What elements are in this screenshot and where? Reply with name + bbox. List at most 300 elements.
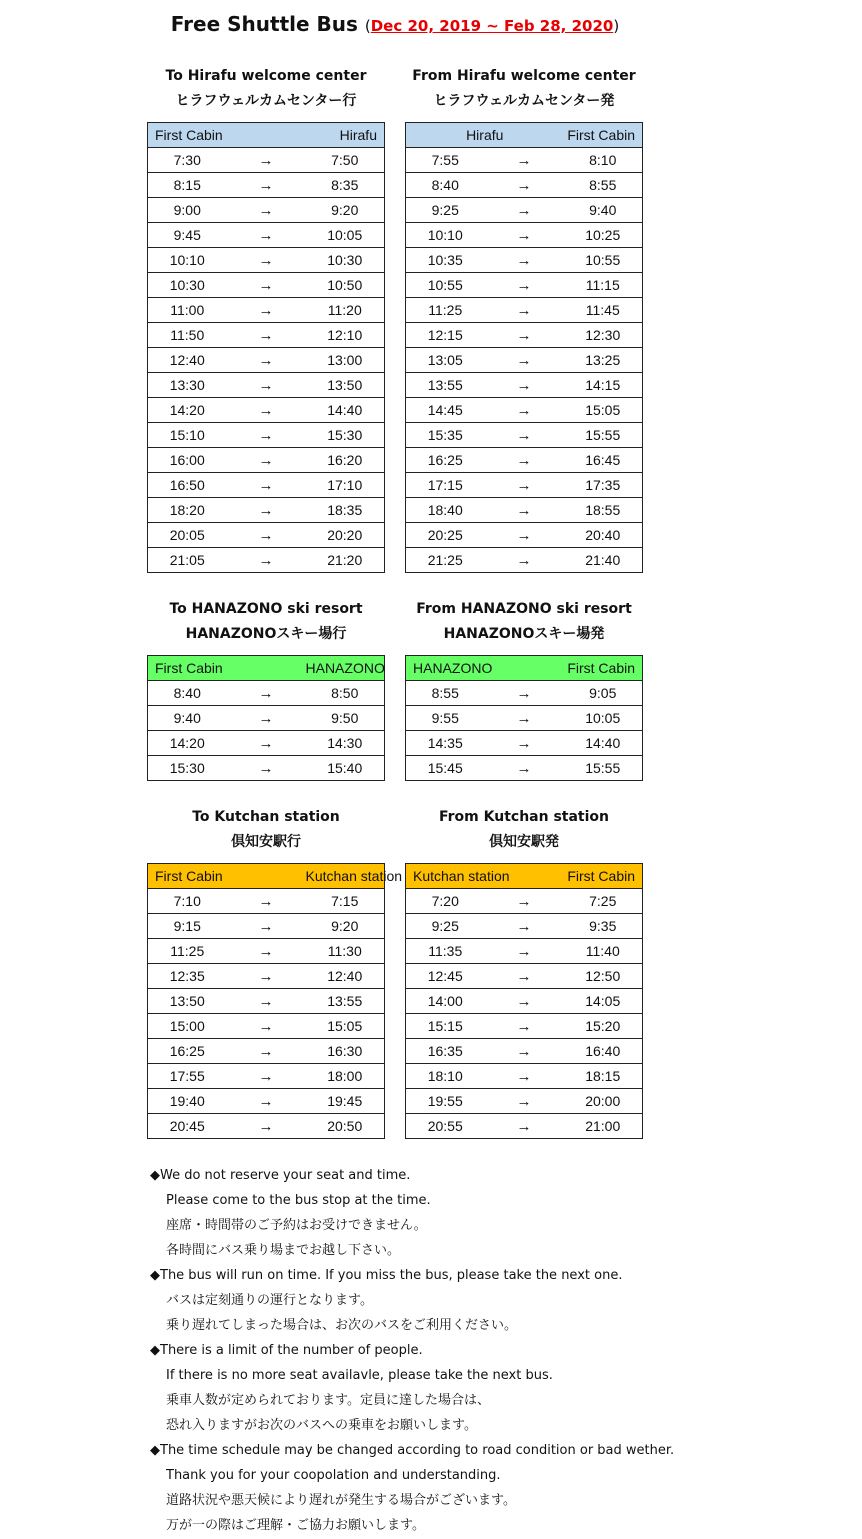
departure-time: 13:30	[148, 373, 227, 398]
departure-time: 14:20	[148, 398, 227, 423]
arrow-icon: →	[227, 323, 306, 348]
hirafu-from-timetable	[405, 122, 643, 573]
arrival-time: 16:40	[564, 1039, 643, 1064]
arrival-time: 15:20	[564, 1014, 643, 1039]
table-row	[406, 348, 643, 373]
departure-time: 16:25	[406, 448, 485, 473]
table-header-row	[148, 123, 385, 148]
departure-time: 13:50	[148, 989, 227, 1014]
arrival-time: 19:45	[306, 1089, 385, 1114]
departure-time: 21:05	[148, 548, 227, 573]
column-header-arrival: Hirafu	[306, 123, 385, 148]
arrival-time: 21:00	[564, 1114, 643, 1139]
arrival-time: 16:30	[306, 1039, 385, 1064]
departure-time: 12:15	[406, 323, 485, 348]
table-row	[406, 914, 643, 939]
note-line	[150, 1188, 800, 1213]
arrow-icon: →	[485, 756, 564, 781]
note-line	[150, 1438, 800, 1463]
hirafu-to-timetable	[147, 122, 385, 573]
arrow-icon: →	[227, 148, 306, 173]
arrow-icon: →	[227, 348, 306, 373]
arrow-icon: →	[485, 223, 564, 248]
departure-time: 15:30	[148, 756, 227, 781]
column-header-arrival: First Cabin	[564, 123, 643, 148]
arrow-icon: →	[485, 473, 564, 498]
column-header-departure: First Cabin	[148, 123, 306, 148]
table-row	[406, 964, 643, 989]
table-row	[406, 298, 643, 323]
departure-time: 11:25	[406, 298, 485, 323]
table-row	[148, 756, 385, 781]
departure-time: 7:55	[406, 148, 485, 173]
arrival-time: 12:10	[306, 323, 385, 348]
note-text: The bus will run on time. If you miss the bus, please take the next one.	[160, 1268, 623, 1283]
arrival-time: 15:30	[306, 423, 385, 448]
arrow-icon: →	[485, 448, 564, 473]
title-period: (Dec 20, 2019 ~ Feb 28, 2020)	[364, 17, 620, 35]
column-header-arrival: First Cabin	[564, 656, 643, 681]
arrival-time: 9:05	[564, 681, 643, 706]
departure-time: 7:20	[406, 889, 485, 914]
table-row	[148, 373, 385, 398]
hanazono-to-heading	[147, 597, 385, 647]
arrow-icon: →	[227, 448, 306, 473]
arrow-icon: →	[227, 989, 306, 1014]
heading-ja: HANAZONOスキー場発	[443, 626, 605, 642]
arrow-icon: →	[227, 398, 306, 423]
note-line	[150, 1488, 800, 1513]
table-row	[148, 989, 385, 1014]
table-row	[148, 1064, 385, 1089]
arrow-icon: →	[485, 681, 564, 706]
arrow-icon: →	[485, 373, 564, 398]
arrival-time: 7:25	[564, 889, 643, 914]
table-row	[406, 448, 643, 473]
arrow-icon: →	[227, 731, 306, 756]
table-header-row	[148, 656, 385, 681]
arrow-icon: →	[227, 1064, 306, 1089]
table-row	[406, 889, 643, 914]
arrow-icon: →	[485, 298, 564, 323]
arrival-time: 7:15	[306, 889, 385, 914]
departure-time: 16:00	[148, 448, 227, 473]
kutchan-from-timetable	[405, 863, 643, 1139]
heading-ja: 倶知安駅行	[231, 834, 301, 850]
arrow-icon: →	[227, 1039, 306, 1064]
note-line	[150, 1363, 800, 1388]
arrival-time: 10:50	[306, 273, 385, 298]
departure-time: 15:00	[148, 1014, 227, 1039]
arrow-icon: →	[227, 423, 306, 448]
arrow-icon: →	[227, 1014, 306, 1039]
table-row	[148, 731, 385, 756]
table-row	[406, 1039, 643, 1064]
departure-time: 7:30	[148, 148, 227, 173]
table-row	[406, 223, 643, 248]
table-header-row	[148, 864, 385, 889]
note-text: 乗車人数が定められております。定員に達した場合は、	[166, 1393, 490, 1408]
note-line	[150, 1513, 800, 1538]
arrow-icon: →	[227, 1089, 306, 1114]
table-row	[148, 1089, 385, 1114]
departure-time: 9:40	[148, 706, 227, 731]
table-row	[406, 1114, 643, 1139]
hanazono-from-heading	[405, 597, 643, 647]
arrival-time: 10:25	[564, 223, 643, 248]
departure-time: 10:35	[406, 248, 485, 273]
arrow-icon: →	[485, 523, 564, 548]
table-row	[148, 248, 385, 273]
arrow-icon: →	[485, 1089, 564, 1114]
arrow-icon: →	[485, 964, 564, 989]
arrival-time: 13:00	[306, 348, 385, 373]
note-line	[150, 1263, 800, 1288]
diamond-bullet-icon: ◆	[150, 1443, 160, 1458]
arrow-icon: →	[227, 273, 306, 298]
departure-time: 18:40	[406, 498, 485, 523]
note-line	[150, 1463, 800, 1488]
departure-time: 8:15	[148, 173, 227, 198]
heading-ja: 倶知安駅発	[489, 834, 559, 850]
table-row	[406, 989, 643, 1014]
arrival-time: 10:55	[564, 248, 643, 273]
table-row	[406, 939, 643, 964]
table-row	[148, 548, 385, 573]
page-title	[0, 12, 790, 36]
departure-time: 12:35	[148, 964, 227, 989]
table-row	[148, 223, 385, 248]
arrow-icon: →	[485, 731, 564, 756]
departure-time: 9:25	[406, 198, 485, 223]
arrow-icon: →	[485, 273, 564, 298]
departure-time: 14:45	[406, 398, 485, 423]
table-row	[148, 473, 385, 498]
arrival-time: 9:40	[564, 198, 643, 223]
table-row	[406, 548, 643, 573]
heading-en: From Kutchan station	[438, 809, 610, 825]
table-header-row	[406, 864, 643, 889]
column-header-departure: HANAZONO	[406, 656, 564, 681]
arrow-icon: →	[485, 398, 564, 423]
departure-time: 9:25	[406, 914, 485, 939]
note-text: We do not reserve your seat and time.	[160, 1168, 411, 1183]
hirafu-to-heading	[147, 64, 385, 114]
arrow-icon: →	[227, 298, 306, 323]
departure-time: 21:25	[406, 548, 485, 573]
departure-time: 13:05	[406, 348, 485, 373]
arrival-time: 10:05	[564, 706, 643, 731]
note-block	[150, 1163, 800, 1263]
diamond-bullet-icon: ◆	[150, 1168, 160, 1183]
arrow-icon: →	[227, 498, 306, 523]
arrival-time: 14:30	[306, 731, 385, 756]
note-block	[150, 1263, 800, 1338]
table-row	[406, 731, 643, 756]
table-row	[148, 681, 385, 706]
departure-time: 15:15	[406, 1014, 485, 1039]
column-header-departure: First Cabin	[148, 864, 306, 889]
table-row	[148, 498, 385, 523]
table-row	[406, 756, 643, 781]
departure-time: 15:10	[148, 423, 227, 448]
arrival-time: 12:30	[564, 323, 643, 348]
arrow-icon: →	[227, 1114, 306, 1139]
note-line	[150, 1413, 800, 1438]
note-text: 座席・時間帯のご予約はお受けできません。	[166, 1218, 427, 1233]
table-row	[406, 173, 643, 198]
arrival-time: 14:15	[564, 373, 643, 398]
note-line	[150, 1338, 800, 1363]
note-line	[150, 1313, 800, 1338]
note-text: 万が一の際はご理解・ご協力お願いします。	[166, 1518, 425, 1533]
arrival-time: 18:15	[564, 1064, 643, 1089]
note-block	[150, 1338, 800, 1438]
table-row	[148, 964, 385, 989]
arrival-time: 8:55	[564, 173, 643, 198]
arrival-time: 15:55	[564, 756, 643, 781]
note-block	[150, 1438, 800, 1538]
departure-time: 9:00	[148, 198, 227, 223]
column-header-departure: Hirafu	[406, 123, 564, 148]
table-row	[148, 348, 385, 373]
arrow-icon: →	[227, 373, 306, 398]
arrival-time: 21:20	[306, 548, 385, 573]
arrow-icon: →	[485, 889, 564, 914]
table-row	[406, 706, 643, 731]
note-line	[150, 1288, 800, 1313]
table-row	[406, 373, 643, 398]
heading-ja: ヒラフウェルカムセンター行	[175, 93, 357, 109]
notes	[150, 1163, 800, 1538]
departure-time: 8:40	[148, 681, 227, 706]
arrival-time: 13:55	[306, 989, 385, 1014]
note-line	[150, 1163, 800, 1188]
table-row	[406, 323, 643, 348]
arrow-icon: →	[485, 173, 564, 198]
hanazono-from-timetable	[405, 655, 643, 781]
table-row	[148, 448, 385, 473]
arrow-icon: →	[485, 323, 564, 348]
table-row	[148, 273, 385, 298]
arrival-time: 13:50	[306, 373, 385, 398]
note-line	[150, 1238, 800, 1263]
arrival-time: 16:45	[564, 448, 643, 473]
table-row	[148, 939, 385, 964]
arrival-time: 15:05	[564, 398, 643, 423]
note-text: 乗り遅れてしまった場合は、お次のバスをご利用ください。	[166, 1318, 518, 1333]
arrival-time: 12:40	[306, 964, 385, 989]
arrival-time: 11:15	[564, 273, 643, 298]
table-row	[148, 398, 385, 423]
title-main: Free Shuttle Bus	[170, 12, 358, 36]
arrow-icon: →	[227, 198, 306, 223]
arrival-time: 9:50	[306, 706, 385, 731]
departure-time: 9:55	[406, 706, 485, 731]
departure-time: 11:25	[148, 939, 227, 964]
table-row	[148, 298, 385, 323]
arrival-time: 17:10	[306, 473, 385, 498]
heading-en: To Hirafu welcome center	[165, 68, 367, 84]
arrow-icon: →	[227, 248, 306, 273]
arrival-time: 10:30	[306, 248, 385, 273]
departure-time: 8:40	[406, 173, 485, 198]
table-row	[406, 1014, 643, 1039]
arrow-icon: →	[227, 706, 306, 731]
arrow-icon: →	[485, 248, 564, 273]
departure-time: 17:15	[406, 473, 485, 498]
departure-time: 15:45	[406, 756, 485, 781]
departure-time: 20:05	[148, 523, 227, 548]
arrival-time: 8:35	[306, 173, 385, 198]
hanazono-to-timetable	[147, 655, 385, 781]
column-header-departure: Kutchan station	[406, 864, 564, 889]
arrow-icon: →	[485, 914, 564, 939]
arrival-time: 18:00	[306, 1064, 385, 1089]
column-header-arrival: Kutchan station	[306, 864, 385, 889]
note-text: 各時間にバス乗り場までお越し下さい。	[166, 1243, 401, 1258]
departure-time: 11:35	[406, 939, 485, 964]
note-text: There is a limit of the number of people.	[160, 1343, 423, 1358]
table-row	[148, 1014, 385, 1039]
table-row	[406, 523, 643, 548]
arrival-time: 20:00	[564, 1089, 643, 1114]
note-text: 道路状況や悪天候により遅れが発生する場合がございます。	[166, 1493, 516, 1508]
arrival-time: 8:10	[564, 148, 643, 173]
kutchan-to-timetable	[147, 863, 403, 1139]
arrow-icon: →	[485, 989, 564, 1014]
departure-time: 18:20	[148, 498, 227, 523]
arrow-icon: →	[485, 498, 564, 523]
departure-time: 15:35	[406, 423, 485, 448]
arrow-icon: →	[227, 914, 306, 939]
arrival-time: 14:05	[564, 989, 643, 1014]
arrow-icon: →	[485, 198, 564, 223]
arrival-time: 21:40	[564, 548, 643, 573]
note-line	[150, 1213, 800, 1238]
arrival-time: 11:40	[564, 939, 643, 964]
arrow-icon: →	[227, 523, 306, 548]
diamond-bullet-icon: ◆	[150, 1268, 160, 1283]
departure-time: 20:55	[406, 1114, 485, 1139]
departure-time: 12:40	[148, 348, 227, 373]
table-row	[406, 1064, 643, 1089]
departure-time: 18:10	[406, 1064, 485, 1089]
note-text: 恐れ入りますがお次のバスへの乗車をお願いします。	[166, 1418, 477, 1433]
arrow-icon: →	[227, 681, 306, 706]
table-header-row	[406, 123, 643, 148]
arrival-time: 9:20	[306, 198, 385, 223]
kutchan-to-heading	[147, 805, 385, 855]
arrow-icon: →	[485, 423, 564, 448]
departure-time: 11:50	[148, 323, 227, 348]
arrival-time: 7:50	[306, 148, 385, 173]
arrow-icon: →	[485, 1039, 564, 1064]
departure-time: 20:45	[148, 1114, 227, 1139]
arrival-time: 16:20	[306, 448, 385, 473]
arrival-time: 15:40	[306, 756, 385, 781]
title-dates: Dec 20, 2019 ~ Feb 28, 2020	[370, 17, 614, 35]
table-row	[148, 706, 385, 731]
departure-time: 10:30	[148, 273, 227, 298]
arrival-time: 10:05	[306, 223, 385, 248]
arrow-icon: →	[485, 548, 564, 573]
arrow-icon: →	[485, 939, 564, 964]
arrow-icon: →	[485, 148, 564, 173]
arrival-time: 15:55	[564, 423, 643, 448]
arrival-time: 9:35	[564, 914, 643, 939]
table-row	[148, 173, 385, 198]
departure-time: 10:10	[406, 223, 485, 248]
arrival-time: 9:20	[306, 914, 385, 939]
arrival-time: 18:35	[306, 498, 385, 523]
arrival-time: 12:50	[564, 964, 643, 989]
table-row	[406, 398, 643, 423]
arrow-icon: →	[485, 348, 564, 373]
arrow-icon: →	[485, 1014, 564, 1039]
table-row	[148, 198, 385, 223]
column-header-departure: First Cabin	[148, 656, 306, 681]
arrow-icon: →	[227, 889, 306, 914]
note-text: バスは定刻通りの運行となります。	[166, 1293, 373, 1308]
note-line	[150, 1388, 800, 1413]
table-header-row	[406, 656, 643, 681]
arrival-time: 14:40	[564, 731, 643, 756]
departure-time: 14:00	[406, 989, 485, 1014]
table-row	[148, 889, 385, 914]
departure-time: 19:40	[148, 1089, 227, 1114]
column-header-arrival: First Cabin	[564, 864, 643, 889]
departure-time: 14:20	[148, 731, 227, 756]
heading-en: From Hirafu welcome center	[412, 68, 636, 84]
diamond-bullet-icon: ◆	[150, 1343, 160, 1358]
table-row	[406, 681, 643, 706]
departure-time: 19:55	[406, 1089, 485, 1114]
table-row	[148, 914, 385, 939]
arrow-icon: →	[485, 1114, 564, 1139]
table-row	[148, 323, 385, 348]
heading-ja: HANAZONOスキー場行	[185, 626, 347, 642]
departure-time: 13:55	[406, 373, 485, 398]
table-row	[406, 1089, 643, 1114]
heading-ja: ヒラフウェルカムセンター発	[433, 93, 615, 109]
heading-en: From HANAZONO ski resort	[416, 601, 632, 617]
table-row	[406, 198, 643, 223]
departure-time: 16:50	[148, 473, 227, 498]
note-text: Thank you for your coopolation and understanding.	[166, 1468, 501, 1483]
table-row	[406, 473, 643, 498]
table-row	[148, 523, 385, 548]
departure-time: 7:10	[148, 889, 227, 914]
departure-time: 11:00	[148, 298, 227, 323]
departure-time: 9:45	[148, 223, 227, 248]
table-row	[148, 148, 385, 173]
arrival-time: 17:35	[564, 473, 643, 498]
departure-time: 16:35	[406, 1039, 485, 1064]
note-text: The time schedule may be changed according to road condition or bad wether.	[160, 1443, 675, 1458]
arrow-icon: →	[227, 473, 306, 498]
arrow-icon: →	[485, 1064, 564, 1089]
table-row	[406, 423, 643, 448]
arrival-time: 11:30	[306, 939, 385, 964]
departure-time: 8:55	[406, 681, 485, 706]
arrival-time: 18:55	[564, 498, 643, 523]
departure-time: 16:25	[148, 1039, 227, 1064]
departure-time: 9:15	[148, 914, 227, 939]
arrow-icon: →	[227, 173, 306, 198]
heading-en: To HANAZONO ski resort	[169, 601, 363, 617]
arrow-icon: →	[485, 706, 564, 731]
